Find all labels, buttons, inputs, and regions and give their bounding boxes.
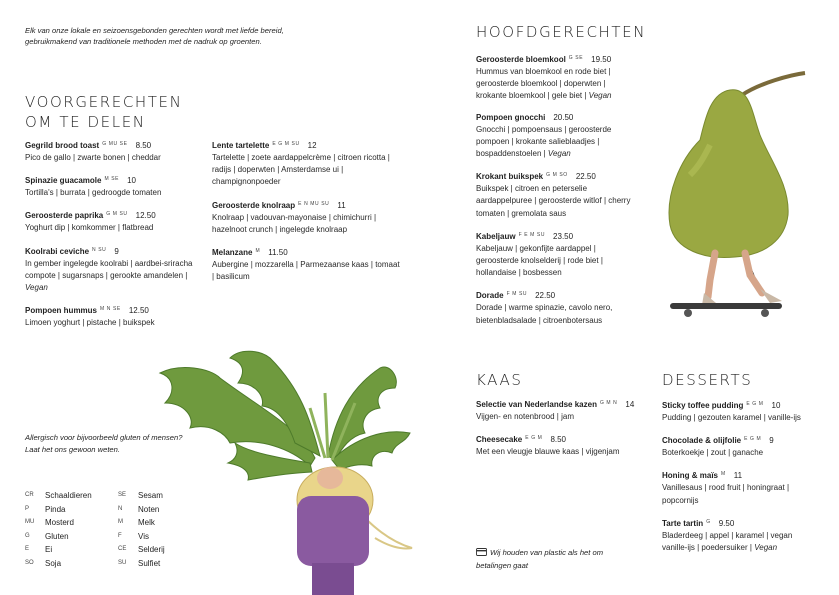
allergen-codes: E G M [525,435,543,442]
turnip-man-illustration [150,348,420,595]
menu-item [662,433,812,459]
allergen-label: Mosterd [45,518,74,528]
allergen-code: M [118,519,123,526]
menu-item [25,303,205,329]
allergen-codes: M [255,248,261,255]
allergen-legend [25,489,165,571]
dish-description [662,412,812,424]
allergen-code: CR [25,492,34,498]
dish-name: Honing & maïs [662,471,719,481]
dish-name: Pompoen hummus [25,306,98,316]
dish-ingredients: Aubergine | mozzarella | Parmezaanse kaas | tomaat | basilicum [212,260,400,282]
dish-price: 12.50 [128,306,149,316]
allergen-label: Soja [45,558,62,568]
dish-price: 12 [307,141,317,150]
allergen-code: SE [118,492,127,498]
dish-ingredients: Hummus van bloemkool en rode biet | geroosterde bloemkool | doperwten | krokante bloemkool | gele biet | [476,67,611,101]
dish-price: 22.50 [535,291,556,301]
dish-price: 12.50 [135,211,156,221]
allergen-label: Pinda [45,504,66,514]
allergen-codes: G M SU [106,211,128,218]
dish-price: 11 [337,200,346,210]
allergen-label: Selderij [138,545,165,555]
voorgerechten-col1 [25,138,205,338]
dish-ingredients: Gnocchi | pompoensaus | geroosterde pompoen | krokante salieblaadjes | bospaddenstoelen | [476,124,612,159]
dish-ingredients: Boterkoekje | zout | ganache [662,448,764,458]
dish-price: 10 [127,176,136,186]
allergen-label: Vis [138,531,149,541]
allergy-question: Allergisch voor bijvoorbeeld gluten of mensen? Laat het ons gewoon weten. [25,433,183,454]
dish-description [476,66,636,103]
section-title-hoofdgerechten: HOOFDGERECHTEN [476,23,647,41]
dish-name: Krokant buikspek [476,172,544,182]
menu-item [662,468,812,506]
dish-description [25,258,205,295]
allergen-codes: E G M [746,401,764,407]
vegan-label: Vegan [547,149,571,159]
allergen-code: G [25,532,30,539]
dish-name: Geroosterde bloemkool [476,55,566,64]
allergen-codes: M SE [104,176,120,183]
allergen-label: Melk [138,518,155,528]
dish-ingredients: Kabeljauw | gekonfijte aardappel | geroosterde knolselderij | rode biet | hollandaise | bosbessen [476,243,603,278]
dish-description [476,446,656,458]
allergen-label: Sesam [138,491,163,500]
dish-price: 11 [733,471,743,481]
turnip-leaves [160,351,410,480]
menu-item [212,138,402,189]
dish-name: Sticky toffee pudding [662,401,744,410]
allergen-code: N [118,505,123,512]
dish-ingredients: Tortilla's | burrata | gedroogde tomaten [25,188,162,198]
allergen-code: P [25,505,30,512]
menu-item [25,208,205,234]
allergen-codes: E N MU SU [298,200,330,207]
menu-item [25,173,205,199]
dish-ingredients: Yoghurt dip | komkommer | flatbread [25,223,154,233]
allergen-label: Ei [45,545,53,555]
menu-item [476,52,636,103]
dish-name: Koolrabi ceviche [25,246,90,256]
dish-name: Geroosterde knolraap [212,200,296,210]
dish-price: 10 [771,401,781,410]
dish-ingredients: Vanillesaus | rood fruit | honingraat | popcornijs [662,483,790,505]
dish-name: Kabeljauw [476,231,516,241]
allergen-codes: G [706,518,711,525]
allergen-codes: G MU SE [102,141,128,147]
dish-name: Melanzane [212,248,253,258]
pear-legs [708,253,762,297]
dish-name: Dorade [476,291,504,301]
dish-name: Tarte tartin [662,518,704,528]
pear-skater-illustration [650,65,810,330]
vegan-label: Vegan [25,283,48,293]
allergen-codes: E G M [744,436,762,443]
dish-ingredients: In gember ingelegde koolrabi | aardbei-sriracha compote | sugarsnaps | gerookte amandelen | [25,258,193,280]
vegan-label: Vegan [754,543,778,553]
dish-price: 11.50 [268,248,288,258]
dish-price: 8.50 [550,435,567,445]
dish-description [25,222,205,234]
allergen-code: SO [25,559,34,566]
menu-item [476,112,636,161]
allergen-code: E [25,546,30,553]
dish-ingredients: Met een vleugje blauwe kaas | vijgenjam [476,447,620,457]
allergen-codes: G SE [568,55,584,61]
dish-description [476,183,636,220]
intro-text: Elk van onze lokale en seizoensgebonden gerechten wordt met liefde bereid, gebruikmakend van traditionele methoden met de nadruk op groenten. [25,26,284,46]
dish-ingredients: Dorade | warme spinazie, cavolo nero, bietenbladsalade | citroenbotersaus [476,303,613,325]
dish-description [476,302,636,326]
dish-name: Spinazie guacamole [25,176,102,186]
allergen-codes: M [721,471,726,478]
allergen-label: Gluten [45,531,69,541]
allergen-codes: F E M SU [518,231,546,238]
allergen-codes: G M SO [546,172,568,179]
menu-item [476,288,636,326]
pear-body [669,90,788,258]
dish-name: Pompoen gnocchi [476,112,546,122]
dish-description [25,317,205,329]
dish-ingredients: Tartelette | zoete aardappelcrème | citroen ricotta | radijs | doperwten | Amsterdamse ui | champignonpoeder [212,153,390,187]
allergen-label: Schaaldieren [45,491,92,500]
dish-description [662,447,812,459]
dish-description [212,212,402,236]
allergen-label: Noten [138,504,160,514]
dish-price: 20.50 [553,112,574,122]
credit-card-icon [476,548,487,556]
dish-description [25,152,205,164]
plastic-note-text: Wij houden van plastic als het om betalingen gaat [476,548,604,570]
hoofdgerechten-list [476,52,636,336]
menu-item [476,229,636,280]
dish-ingredients: Vijgen- en notenbrood | jam [476,412,574,421]
menu-item [25,244,205,295]
dish-price: 8.50 [135,141,152,150]
allergen-codes: E G M SU [272,141,300,147]
allergen-codes: G M N [599,400,618,406]
menu-item [662,516,812,554]
menu-item [212,198,402,236]
dish-name: Gegrild brood toast [25,141,100,150]
menu-item [476,169,636,220]
dish-description [212,152,402,189]
allergen-code: MU [25,519,35,526]
dish-name: Chocolade & olijfolie [662,436,742,446]
voorgerechten-col2 [212,138,402,292]
menu-item [212,245,402,283]
dish-description [662,482,812,506]
allergen-codes: F M SU [506,291,528,298]
pear-stem [742,73,805,95]
dish-ingredients: Knolraap | vadouvan-mayonaise | chimichurri | hazelnoot crunch | ingelegde knolraap [212,212,377,234]
dish-description [25,187,205,199]
dish-price: 23.50 [553,231,574,241]
allergen-codes: M N SE [100,306,121,313]
dish-price: 14 [625,400,635,409]
dish-description [662,530,812,554]
dish-ingredients: Pudding | gezouten karamel | vanille-ijs [662,413,801,422]
menu-item [476,397,656,423]
dish-price: 9.50 [718,518,735,528]
dish-price: 22.50 [575,172,596,182]
menu-item [662,398,812,424]
dish-ingredients: Pico de gallo | zwarte bonen | cheddar [25,153,161,162]
desserts-list [662,398,812,563]
dish-ingredients: Buikspek | citroen en peterselie aardappelpuree | geroosterde witlof | cherry tomaten | gremolata saus [476,184,631,218]
allergen-code: CE [118,546,127,553]
menu-item [25,138,205,164]
dish-price: 9 [114,246,119,256]
menu-item [476,432,656,458]
dish-name: Geroosterde paprika [25,211,104,221]
section-title-voorgerechten: VOORGERECHTEN OM TE DELEN [25,93,183,131]
vegan-label: Vegan [588,91,612,101]
dish-ingredients: Limoen yoghurt | pistache | buikspek [25,318,155,328]
dish-description [212,259,402,283]
dish-ingredients: Bladerdeeg | appel | karamel | vegan vanille-ijs | poedersuiker | [662,530,793,553]
dish-price: 9 [769,436,774,446]
allergen-label: Sulfiet [138,558,161,568]
section-title-kaas: KAAS [476,371,523,389]
skateboard [670,303,782,309]
dish-name: Cheesecake [476,435,523,445]
dish-name: Selectie van Nederlandse kazen [476,400,597,409]
dish-price: 19.50 [591,55,612,64]
dish-name: Lente tartelette [212,141,270,150]
plastic-note [476,547,626,572]
dish-description [476,411,656,423]
section-title-desserts: DESSERTS [662,371,753,389]
allergen-code: SU [118,559,127,566]
dish-description [476,243,636,280]
kaas-list [476,397,656,467]
allergen-code: F [118,532,122,539]
dish-description [476,124,636,161]
allergen-codes: N SU [92,246,107,253]
